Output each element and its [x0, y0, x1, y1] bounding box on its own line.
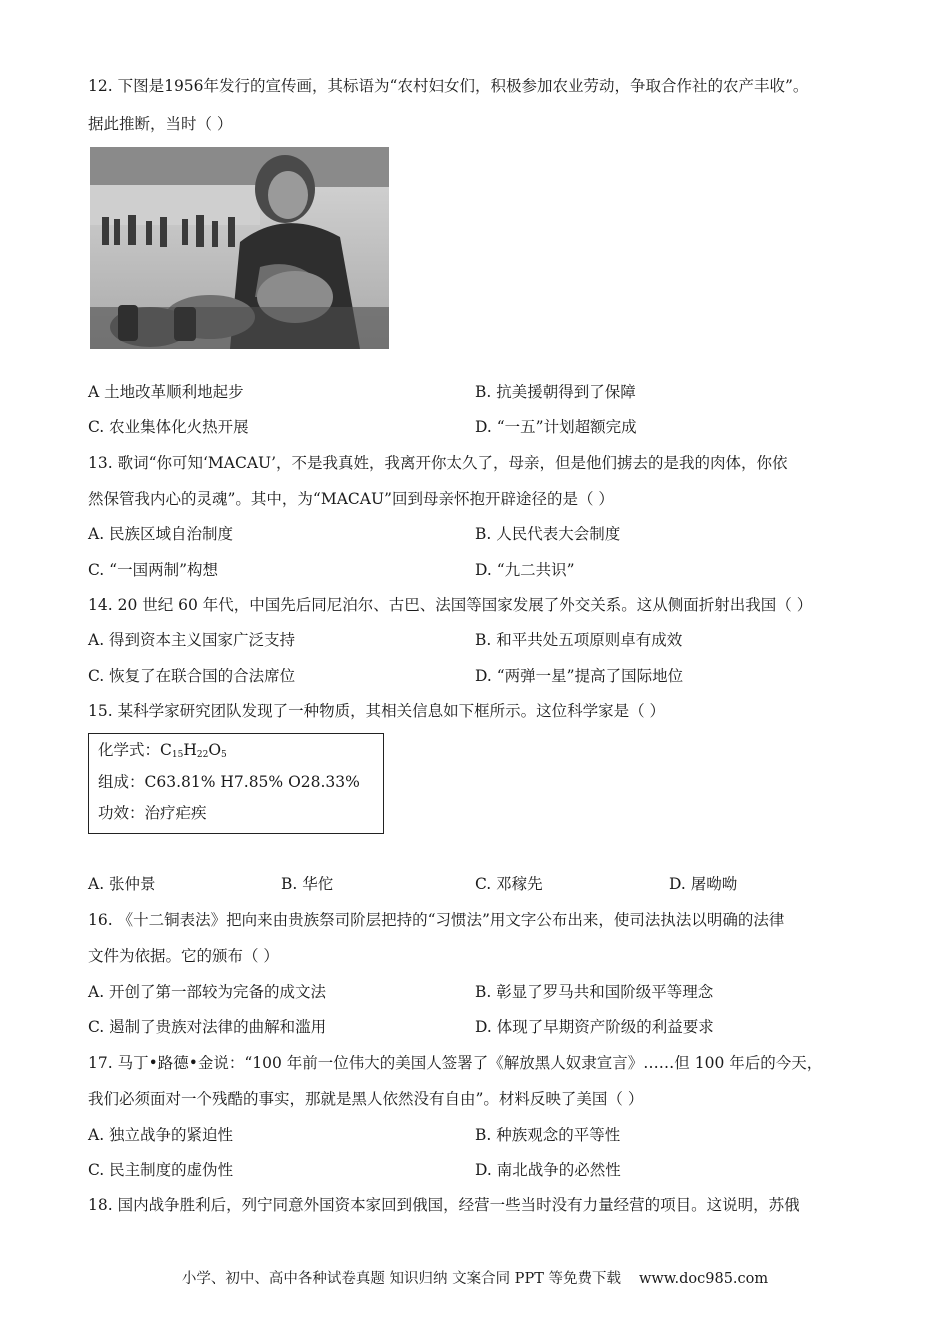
q14-option-c[interactable]: C. 恢复了在联合国的合法席位: [88, 667, 296, 685]
page-footer: [0, 1268, 950, 1290]
q15-option-b[interactable]: B. 华佗: [281, 875, 334, 893]
info-composition: 组成：C63.81% H7.85% O28.33%: [98, 773, 360, 791]
q17-option-c[interactable]: C. 民主制度的虚伪性: [88, 1161, 234, 1179]
q17-stem-line2: 我们必须面对一个残酷的事实，那就是黑人依然没有自由”。材料反映了美国（ ）: [88, 1090, 644, 1108]
q15-option-d[interactable]: D. 屠呦呦: [669, 875, 738, 893]
q15-option-a[interactable]: A. 张仲景: [88, 875, 156, 893]
info-formula: 化学式：$C_{15}H_{22}O_5$: [98, 741, 227, 760]
q12-option-a[interactable]: A 土地改革顺利地起步: [88, 383, 244, 401]
q12-option-b[interactable]: B. 抗美援朝得到了保障: [475, 383, 636, 401]
poster-illustration: [90, 147, 389, 349]
footer-text: 小学、初中、高中各种试卷真题 知识归纳 文案合同 PPT 等免费下载: [181, 1271, 621, 1287]
q14-stem-line1: 14. 20 世纪 60 年代，中国先后同尼泊尔、古巴、法国等国家发展了外交关系。这从侧面折射出我国（ ）: [88, 596, 813, 614]
q13-option-a[interactable]: A. 民族区域自治制度: [88, 525, 234, 543]
q13-option-d[interactable]: D. “九二共识”: [475, 561, 575, 579]
q16-stem-line2: 文件为依据。它的颁布（ ）: [88, 947, 279, 965]
q12-stem-line1: 12. 下图是1956年发行的宣传画，其标语为“农村妇女们，积极参加农业劳动，争取合作社的农产丰收”。: [88, 77, 809, 95]
q17-option-b[interactable]: B. 种族观念的平等性: [475, 1126, 621, 1144]
q13-stem-line2: 然保管我内心的灵魂”。其中，为“MACAU”回到母亲怀抱开辟途径的是（ ）: [88, 490, 614, 508]
info-effect: 功效：治疗疟疾: [98, 804, 207, 822]
q13-option-c[interactable]: C. “一国两制”构想: [88, 561, 219, 579]
propaganda-poster-photo: [90, 147, 389, 349]
q13-option-b[interactable]: B. 人民代表大会制度: [475, 525, 621, 543]
q17-stem-line1: 17. 马丁•路德•金说：“100 年前一位伟大的美国人签署了《解放黑人奴隶宣言》……但 100 年后的今天，: [88, 1054, 823, 1072]
q13-stem-line1: 13. 歌词“你可知‘MACAU’，不是我真姓，我离开你太久了，母亲，但是他们掳去的是我的肉体，你依: [88, 454, 788, 472]
q14-option-b[interactable]: B. 和平共处五项原则卓有成效: [475, 631, 683, 649]
q12-option-c[interactable]: C. 农业集体化火热开展: [88, 418, 249, 436]
footer-site-link[interactable]: www.doc985.com: [638, 1271, 769, 1287]
q16-option-a[interactable]: A. 开创了第一部较为完备的成文法: [88, 983, 327, 1001]
q17-option-a[interactable]: A. 独立战争的紧迫性: [88, 1126, 234, 1144]
q12-stem-line2: 据此推断，当时（ ）: [88, 115, 233, 133]
q17-option-d[interactable]: D. 南北战争的必然性: [475, 1161, 621, 1179]
q14-option-a[interactable]: A. 得到资本主义国家广泛支持: [88, 631, 296, 649]
q14-option-d[interactable]: D. “两弹一星”提高了国际地位: [475, 667, 684, 685]
q18-stem-line1: 18. 国内战争胜利后，列宁同意外国资本家回到俄国，经营一些当时没有力量经营的项目。这说明，苏俄: [88, 1196, 800, 1214]
q16-option-c[interactable]: C. 遏制了贵族对法律的曲解和滥用: [88, 1018, 327, 1036]
q15-option-c[interactable]: C. 邓稼先: [475, 875, 543, 893]
q15-stem-line1: 15. 某科学家研究团队发现了一种物质，其相关信息如下框所示。这位科学家是（ ）: [88, 702, 666, 720]
q12-option-d[interactable]: D. “一五”计划超额完成: [475, 418, 637, 436]
q16-stem-line1: 16. 《十二铜表法》把向来由贵族祭司阶层把持的“习惯法”用文字公布出来，使司法执法以明确的法律: [88, 911, 785, 929]
q16-option-d[interactable]: D. 体现了早期资产阶级的利益要求: [475, 1018, 714, 1036]
substance-info-box: [88, 733, 384, 834]
q16-option-b[interactable]: B. 彰显了罗马共和国阶级平等理念: [475, 983, 714, 1001]
